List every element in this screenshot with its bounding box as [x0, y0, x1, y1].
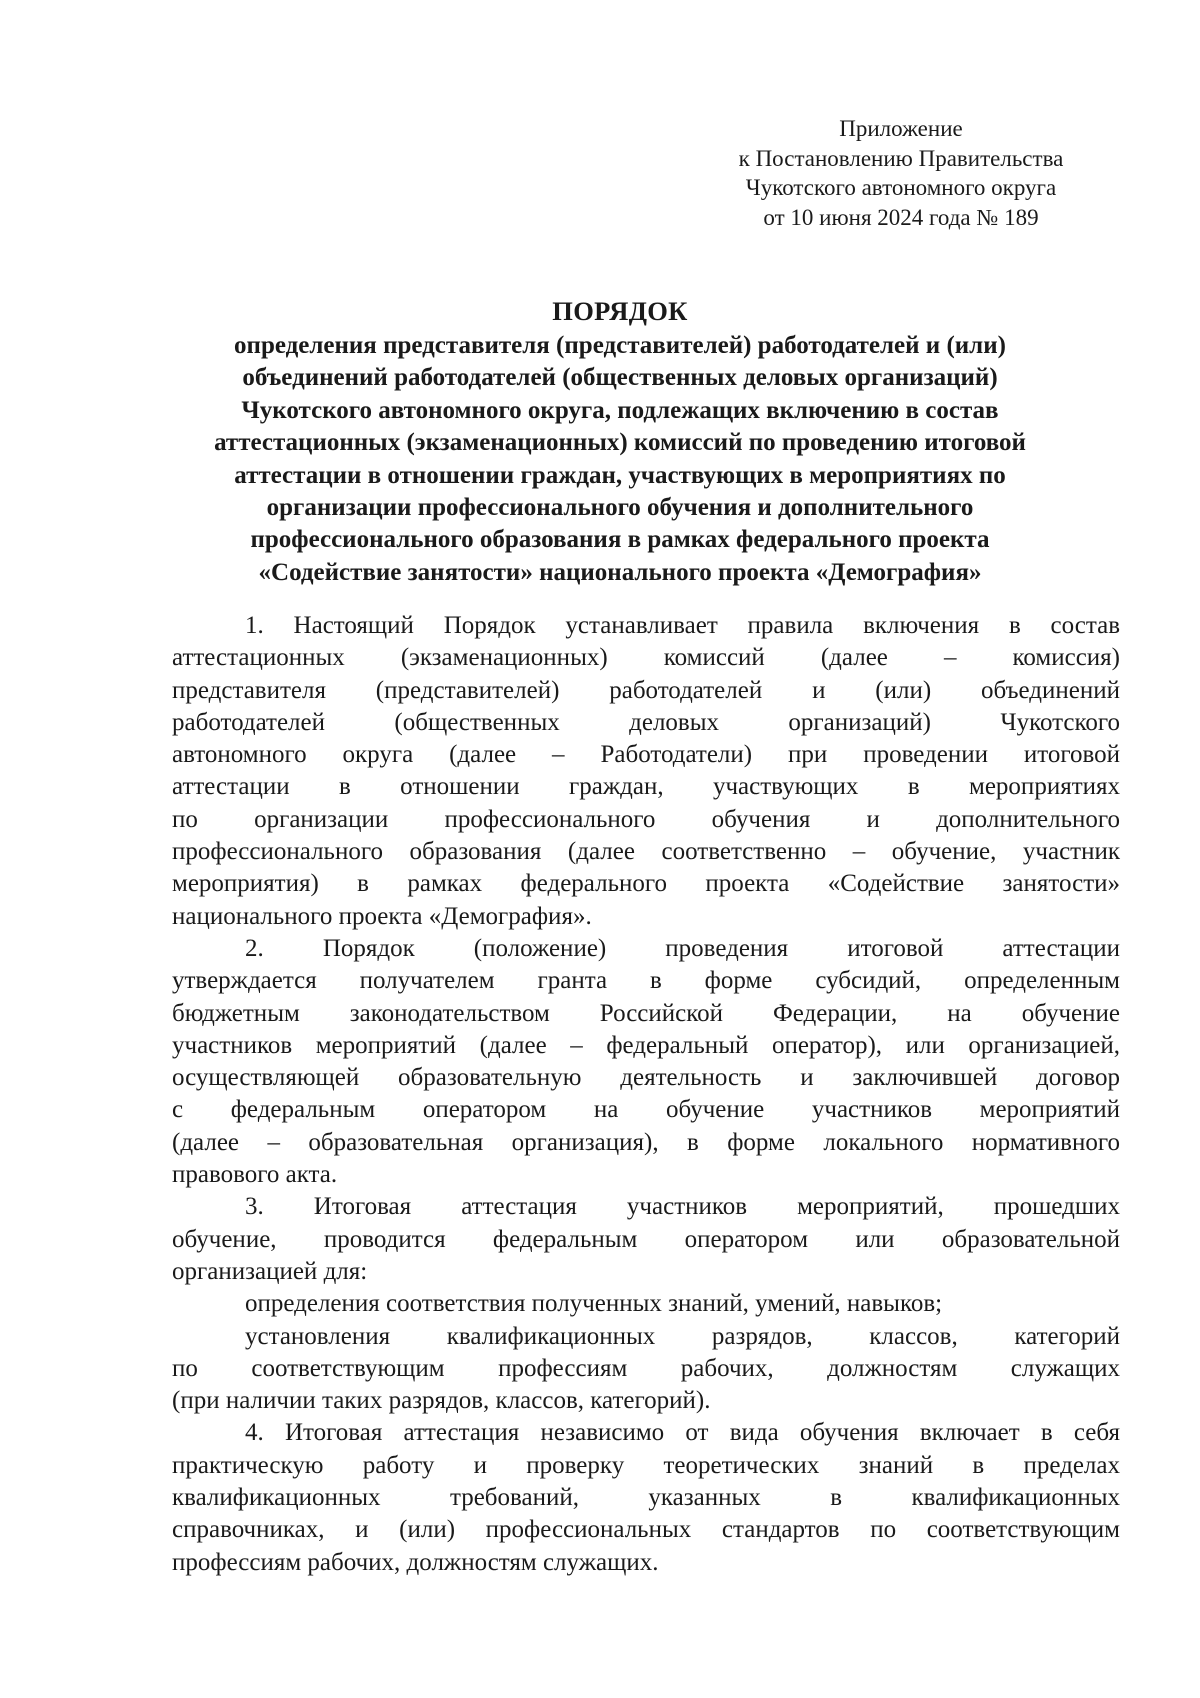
- body-line: национального проекта «Демография».: [172, 902, 592, 930]
- title-line: аттестации в отношении граждан, участвующих в мероприятиях по: [234, 461, 1006, 489]
- title-line: определения представителя (представителей) работодателей и (или): [234, 332, 1006, 359]
- body-line: по организации профессионального обучения и дополнительного: [172, 805, 1120, 833]
- body-line: установления квалификационных разрядов, классов, категорий: [245, 1322, 1120, 1350]
- body-line: квалификационных требований, указанных в квалификационных: [172, 1484, 1120, 1512]
- title-line: объединений работодателей (общественных деловых организаций): [242, 364, 998, 392]
- body-line: профессиям рабочих, должностям служащих.: [172, 1548, 659, 1576]
- annex-line: к Постановлению Правительства: [738, 145, 1064, 171]
- body-line: по соответствующим профессиям рабочих, должностям служащих: [172, 1354, 1120, 1382]
- body-line: профессионального образования (далее соответственно – обучение, участник: [172, 838, 1120, 866]
- body-line: определения соответствия полученных знаний, умений, навыков;: [245, 1290, 943, 1318]
- body-line: утверждается получателем гранта в форме субсидий, определенным: [172, 967, 1120, 995]
- annex-header: [716, 114, 1086, 232]
- body-line: аттестации в отношении граждан, участвующих в мероприятиях: [172, 773, 1120, 801]
- body-line: мероприятия) в рамках федерального проекта «Содействие занятости»: [172, 870, 1120, 898]
- title-main: ПОРЯДОК: [552, 296, 688, 326]
- body-line: (далее – образовательная организация), в форме локального нормативного: [172, 1128, 1120, 1156]
- body-line: (при наличии таких разрядов, классов, категорий).: [172, 1387, 711, 1415]
- body-line: практическую работу и проверку теоретических знаний в пределах: [172, 1451, 1120, 1479]
- body-line: справочниках, и (или) профессиональных стандартов по соответствующим: [172, 1516, 1120, 1544]
- annex-line: Приложение: [839, 116, 963, 141]
- document-title: [150, 292, 1090, 589]
- title-line: «Содействие занятости» национального проекта «Демография»: [258, 558, 982, 586]
- body-line: участников мероприятий (далее – федеральный оператор), или организацией,: [172, 1031, 1120, 1059]
- document-body: [172, 610, 1120, 1579]
- title-line: организации профессионального обучения и дополнительного: [266, 494, 974, 522]
- body-line: организацией для:: [172, 1257, 368, 1285]
- annex-line: Чукотского автономного округа: [745, 175, 1057, 200]
- body-line: 1. Настоящий Порядок устанавливает правила включения в состав: [245, 612, 1120, 639]
- body-line: работодателей (общественных деловых организаций) Чукотского: [172, 708, 1120, 736]
- body-line: бюджетным законодательством Российской Федерации, на обучение: [172, 999, 1120, 1027]
- body-line: осуществляющей образовательную деятельность и заключившей договор: [172, 1064, 1120, 1092]
- body-line: 3. Итоговая аттестация участников мероприятий, прошедших: [245, 1193, 1120, 1221]
- body-line: представителя (представителей) работодателей и (или) объединений: [172, 676, 1120, 704]
- body-line: 2. Порядок (положение) проведения итоговой аттестации: [245, 934, 1120, 962]
- title-line: профессионального образования в рамках федерального проекта: [250, 526, 990, 554]
- annex-line: от 10 июня 2024 года № 189: [763, 204, 1039, 230]
- body-line: обучение, проводится федеральным оператором или образовательной: [172, 1225, 1120, 1253]
- title-line: аттестационных (экзаменационных) комиссий по проведению итоговой: [214, 429, 1026, 457]
- body-line: 4. Итоговая аттестация независимо от вида обучения включает в себя: [245, 1419, 1120, 1447]
- title-line: Чукотского автономного округа, подлежащих включению в состав: [241, 396, 999, 424]
- body-line: с федеральным оператором на обучение участников мероприятий: [172, 1096, 1120, 1124]
- body-line: автономного округа (далее – Работодатели) при проведении итоговой: [172, 741, 1120, 769]
- body-line: аттестационных (экзаменационных) комиссий (далее – комиссия): [172, 644, 1120, 672]
- body-line: правового акта.: [172, 1161, 338, 1189]
